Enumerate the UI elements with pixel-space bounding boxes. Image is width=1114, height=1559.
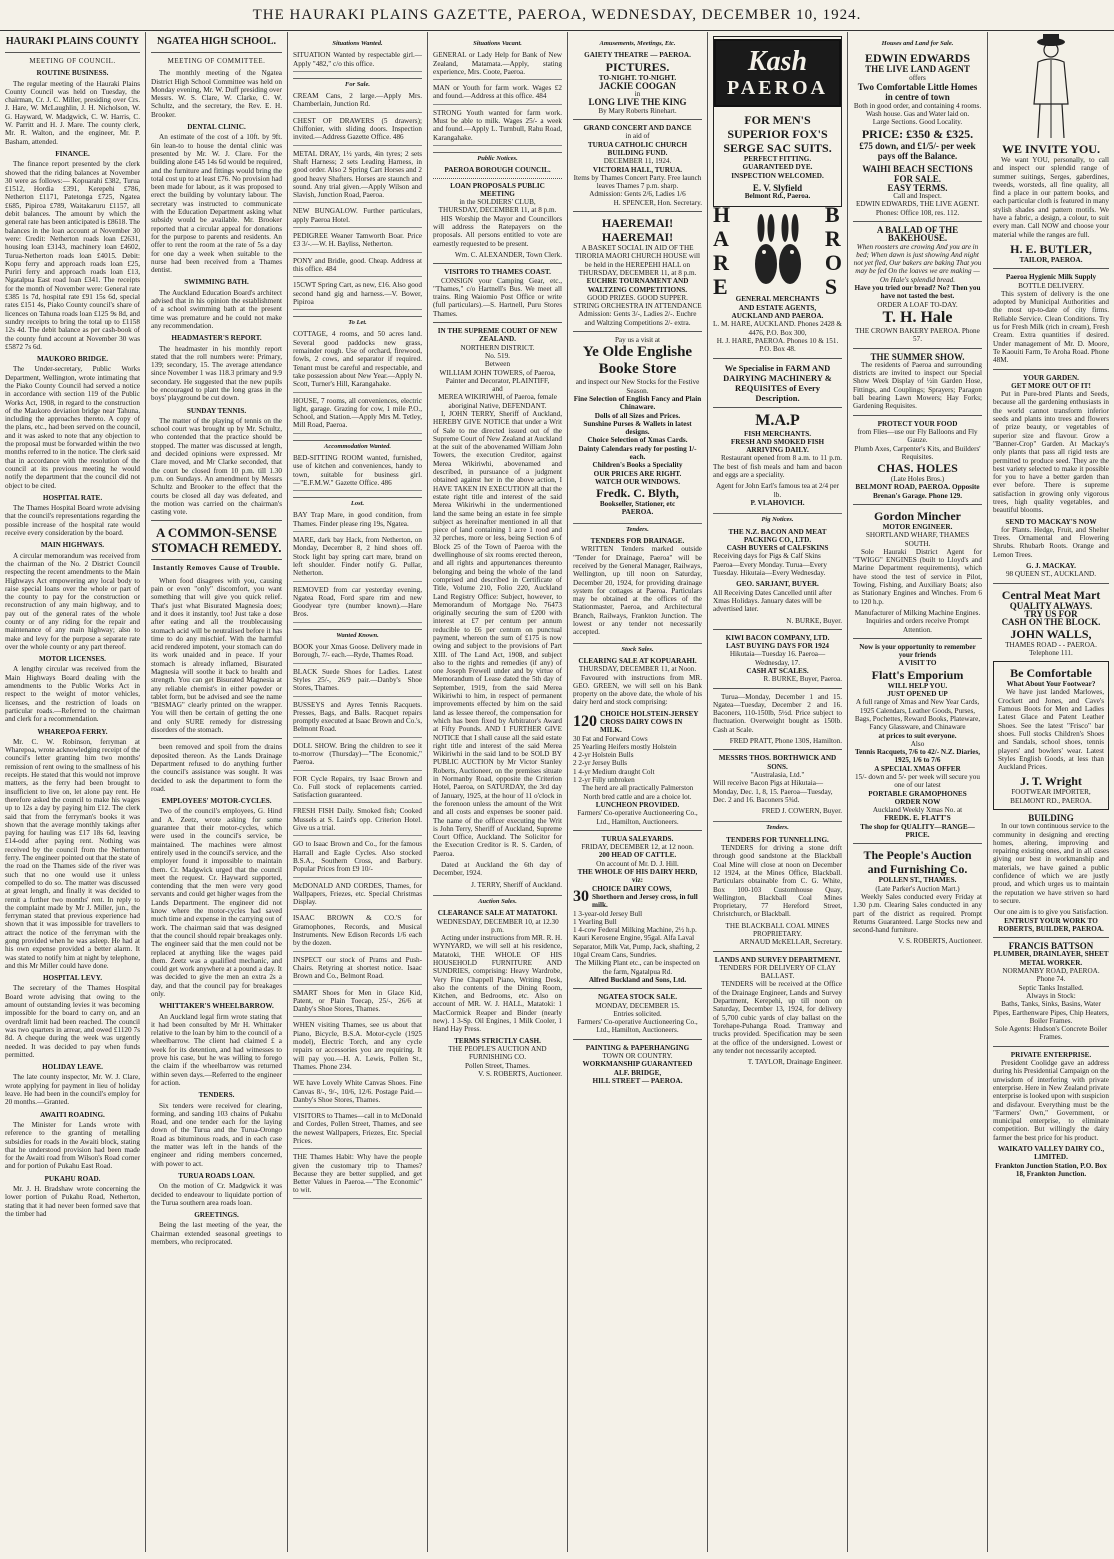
tunnelling-text: TENDERS for driving a stone drift through good sandstone at the Blackball Coal Mine will close at noon on December 12 1924, at the Mines Office, Blackball. Particulars obtainable from C. G. White, Box 100-103 Customhouse Quay, Wellington, Blackball Coal Mines Proprietary, 77 Hereford Street, Christchurch, or Blackball. <box>713 844 842 919</box>
kash-logo: Kash PAEROA <box>714 39 841 107</box>
section-text: The Minister for Lands wrote with reference to the granting of metalling subsidies for roads in the Awaiti block, stating that he understood provision had been made for the Awaiti road from Wilson's Road corner and for portion of Pukahu East Road. <box>5 1120 140 1171</box>
section-title: TURUA ROADS LOAN. <box>178 1171 255 1180</box>
classified-ad: REMOVED from car yesterday evening, Ngatea Road, Ford spare rim and new Goodyear tyre (number known).—Hare Bros. <box>293 586 422 623</box>
classified-ad: BUSSEYS and Ayres Tennis Racquets. Presses, Bags, and Balls. Racquet repairs promptly executed at Isaac Brown and Co.'s, Belmont Road. <box>293 701 422 738</box>
classified-ad: FRESH FISH Daily. Smoked fish; Cooked Mussels at S. Laird's opp. Criterion Hotel. Give us a trial. <box>293 807 422 836</box>
classified-ad: WHEN visiting Thames, see us about that Piano, Bicycle, B.S.A. Motor-cycle (1925 model), Electric Torch, and any cycle repairs or accessories you are requiring. It will pay you.—H. A. Lewis, Pollen St., Thames. Phone 234. <box>293 1021 422 1075</box>
mincher-ad: Gordon Mincher MOTOR ENGINEER. SHORTLAND WHARF, THAMES SOUTH. Sole Hauraki District Agent for "TWIGG" ENGINES (built to Lloyd's and Marine Department requirements), which have stood the test of service in Pilot, Towing, Fishing, and Auxiliary Boats; also as Stationary Engines and Winches. From 6 to 120 h.p. Manufacturer of Milking Machine Engines. Inquiries and orders receive Prompt Attention. <box>853 508 982 634</box>
peoples-auction-ad: The People's Auction and Furnishing Co. POLLEN ST., THAMES. (Late Parker's Auction Mart.) Weekly Sales conducted every Friday at 1.30 p.m. Clearing Sales conducted in any part of the district as required. Prompt Returns Guaranteed. Large Stocks new and second-hand furniture. V. S. ROBERTS, Auctioneer. <box>853 848 982 946</box>
column-council <box>0 32 146 1552</box>
section-text: The Under-secretary, Public Works Department, Wellington, wrote intimating that the Piako County Council had served a notice in accordance with section 119 of the Public Works Act, 1908, in regard to the construction of the Maukoro deviation bridge near Tahuna, including the approaches thereto. A copy of the plans, etc., had been served on the council, and it was asked to note that any objection to the proposal must be forwarded within the two months referred to in the notice. The clerk said that in accordance with the resolution of the council at its previous meeting he would notify the department that the council did not object to be cited. <box>5 365 140 490</box>
masthead: THE HAURAKI PLAINS GAZETTE, PAEROA, WEDNESDAY, DECEMBER 10, 1924. <box>0 0 1114 31</box>
classified-ad: CHEST OF DRAWERS (5 drawers); Chiffonier, with sliding doors. Inspection invited.—Address Gazette Office. 486 <box>293 117 422 146</box>
school-subhead: MEETING OF COMMITTEE. <box>167 57 266 65</box>
protect-ad: PROTECT YOUR FOOD from Flies—use our Fly Balloons and Fly Gauze. Plumb Axes, Carpenter's Kits, and Builders' Requisites. <box>854 419 981 461</box>
column-amusements: Amusements, Meetings, Etc. GAIETY THEATRE — PAEROA. PICTURES. TO-NIGHT. TO-NIGHT. JACKIE COOGAN in LONG LIVE THE KING By Mary Roberts Rinehart. GRAND CONCERT AND DANCE in aid of TURUA CATHOLIC CHURCH BUILDING FUND. DECEMBER 11, 1924. VICTORIA HALL, TURUA. Items by Thames Concert Party. Free launch leaves Thames 7 p.m. sharp. Admission: Gents 2/6, Ladies 1/6 H. SPENCER, Hon. Secretary. HAEREMAI! HAEREMAI! A BASKET SOCIAL IN AID OF THE TIRORIA MAORI CHURCH HOUSE will be held in the HEREPEHI HALL on THURSDAY, DECEMBER 11, at 8 p.m. EUCHRE TOURNAMENT AND WALTZING COMPETITIONS. GOOD PRIZES. GOOD SUPPER. STRING ORCHESTRA IN ATTENDANCE Admission: Gents 3/-, Ladies 2/-. Euchre and Waltzing Competitions 2/- extra. Pay us a visit at Ye Olde Englishe Booke Store and inspect our New Stocks for the Festive Season. Fine Selection of English Fancy and Plain Chinaware. Dolls of all Sizes and Prices. Sunshine Purses & Wallets in latest designs. Choice Selection of Xmas Cards. Dainty Calendars ready for posting 1/- each. Children's Books a Speciality OUR PRICES ARE RIGHT. WATCH OUR WINDOWS. Fredk. C. Blyth, Bookseller, Stationer, etc PAEROA. Tenders. TENDERS FOR DRAINAGE. WRITTEN Tenders marked outside "Tender for Drainage, Paeroa" will be received by the General Manager, Railways, Wellington, up till noon on Saturday, December 20, 1924, for providing drainage system for cottages at Paeroa. Particulars may be obtained at the offices of the Stationmaster, Paeroa, and Architectural Branch, Railways, Frankton Junction. The lowest or any tender not necessarily accepted. Stock Sales. CLEARING SALE AT KOPUARAHI. THURSDAY, DECEMBER 11, at Noon. Favoured with instructions from MR. GEO. GREEN, we will sell on his Bank property on the above date, the whole of his dairy herd and stock comprising: 120 CHOICE HOLSTEIN-JERSEY CROSS DAIRY COWS IN MILK. 30 Fat and Forward Cows 25 Yearling Heifers mostly Holstein 4 2-yr Holstein Bulls 2 2-yr Jersey Bulls 1 4-yr Medium draught Colt 1 2-yr Filly unbroken The herd are all practically Palmerston North bred cattle and are a choice lot. LUNCHEON PROVIDED. Farmers' Co-operative Auctioneering Co., Ltd., Hamilton, Auctioneers. TURUA SALEYARDS. FRIDAY, DECEMBER 12, at 12 noon. 200 HEAD OF CATTLE. On account of Mr. D. J. Hill. THE WHOLE OF HIS DAIRY HERD, viz: 30 CHOICE DAIRY COWS, Shorthorn and Jersey cross, in full milk. 1 3-year-old Jersey Bull 1 Yearling Bull 1 4-cow Federal Milking Machine, 2½ h.p. Kauri Kerosene Engine, 95gal. Alfa Laval Separator, Milk Vat, Pump, Jack, shafting, 2 10gal Cream Cans, Sundries. The Milking Plant etc., can be inspected on the farm, Ngatalpua Rd. Alfred Buckland and Sons, Ltd. NGATEA STOCK SALE. MONDAY, DECEMBER 15. Entries solicited. Farmers' Co-operative Auctioneering Co., Ltd., Hamilton, Auctioneers. PAINTING & PAPERHANGING TOWN OR COUNTRY. WORKMANSHIP GUARANTEED ALF. BRIDGE, HILL STREET — PAEROA. <box>568 32 708 1552</box>
court-text: I, JOHN TERRY, Sheriff of Auckland, HEREBY GIVE NOTICE that under a Writ of Sale to me directed issued out of the Supreme Court of New Zealand at Auckland at the suit of the abovenamed William John Towers, the execution Creditor, against Merea Wikiriwhi, abovenamed and described, in pursuance of a judgment obtained against her in the above action, I HAVE TAKEN IN EXECUTION all that the estate right title and interest of the said Merea Wikiriwhi in the undermentioned land the same being an estate in fee simple subject as hereinafter mentioned in all that piece of land containing 1 acre 1 rood and 32 perches, more or less, being Section 6 of Block 25 of the Town of Paeroa with the dwellinghouse of six rooms erected thereon, and all rights and appurtenances thereunto belonging and being the whole of the land comprised and described in Certificate of Title, Volume 210, Folio 220, Auckland Land Registry Office: Subject, however, to Memorandum of Mortgage No. 76473 originally securing the sum of £200 with interest at £7 per centum per annum reducible to £6 per centum on punctual payment, whereon the sum of £175 is now owing and subject to the provisions of Part XIII. of The Land Act, 1908, and subject also to the rights and remedies (if any) of one Joseph Frewell under and by virtue of Memorandum of Lease dated the 5th day of September, 1919, from the said Merea Wikiriwhi to him, in respect of permanent improvements effected by him on the said land as lessee thereof, the compensation for which has been fixed by Arbitrator's Award at Fifty Pounds. AND I FURTHER GIVE NOTICE that I shall cause all the said estate right title and interest of the said Merea Wikiriwhi in the said land to be SOLD BY PUBLIC AUCTION by Mr Victor Stanley Roberts, Auctioneer, on the premises situate in Normanby Road, opposite the Criterion Hotel, Paeroa, on SATURDAY, the 3rd day of January, 1925, at the hour of 11 o'clock in the forenoon unless the amount of the Writ and all costs and expenses be sooner paid. The name of the officer executing the Writ is John Terry, Sheriff of Auckland, Supreme Court Office, Auckland. The Solicitor for the Execution Creditor is R. S. Carden, of Paeroa. <box>433 409 562 858</box>
battson-ad: FRANCIS BATTSON PLUMBER, DRAINLAYER, SHEET METAL WORKER. NORMANBY ROAD, PAEROA. Phone 74. Septic Tanks Installed. Always in Stock: Baths, Tanks, Sinks, Basins, Water Pipes, Earthenware Pipes, Chip Heaters, Boiler Frames. Sole Agents: Hudson's Concrete Boiler Frames. <box>993 941 1109 1042</box>
hale-bakery-ad: A BALLAD OF THE BAKEHOUSE. When roosters are crowing And you are in bed; When dawn is just showing And night not yet fled, Our bakers are baking That you may be fed On the loaves we are making —On Hale's splendid bread. Have you tried our bread? No? Then you have not tasted the best. ORDER A LOAF TO-DAY. T. H. Hale THE CROWN BAKERY PAEROA. Phone 57. <box>853 224 982 344</box>
list-item: 1 4-yr Medium draught Colt <box>573 767 655 776</box>
classified-ad: 15CWT Spring Cart, as new, £16. Also good second hand gig and harness.—V. Bower, Pipiroa <box>293 281 422 310</box>
wright-footwear-ad: Be Comfortable What About Your Footwear? We have just landed Marlowes, Crockett and Jones, and Cave's Famous Boots for Men and Ladies Latest Glace and Patent Leather Shoes. See the latest "Frisco" bar shoes. Full stocks Children's Shoes and Sandals, school shoes, tennis players' and bowlers' wear. Latest Styles English Goods, at less than Auckland Prices. J. T. Wright FOOTWEAR IMPORTER, BELMONT RD., PAEROA. <box>993 661 1109 810</box>
painting-ad: PAINTING & PAPERHANGING TOWN OR COUNTRY. WORKMANSHIP GUARANTEED ALF. BRIDGE, HILL STREET — PAEROA. <box>582 1043 693 1085</box>
pratt-text: Turua—Monday, December 1 and 15. Ngatea—Tuesday, December 2 and 16. Baconers, 110-150lb, 5½d. Price subject to fluctuation. Overweight bought as 150lb. Cash at Scale. <box>713 692 842 734</box>
col6-tenders-title: Tenders. <box>713 821 842 832</box>
list-item: 1 Yearling Bull <box>573 917 617 926</box>
classified-ad: McDONALD AND CORDES, Thames, for Wallpapers, Friezes, etc. Special Christmas Display. <box>293 882 422 911</box>
classified-ad: MAN or Youth for farm work. Wages £2 and found.—Address at this office. 484 <box>433 84 562 105</box>
specialise-ad: We Specialise in FARM AND DAIRYING MACHINERY & REQUISITES of Every Description. <box>723 362 832 403</box>
holes-ad: CHAS. HOLES (Late Holes Bros.) BELMONT ROAD, PAEROA. Opposite Brenan's Garage. Phone 129. <box>855 461 980 500</box>
section-text: The regular meeting of the Hauraki Plains County Council was held on Tuesday, the chairman, Cr. J. C. Miller, presiding over Crs. J. Hare, W. McLaughlin, J. H. Nicholson, W. G. Hayward, W. Madgwick, C. W. Harris, C. W. Parritt and H. J. Mare. The county clerk, Mr. R. Walton, and the engineer, Mr. P. Basham, attended. <box>5 79 140 146</box>
milk-text: This system of delivery is the one adopted by Municipal Authorities and the most up-to-date of city firms. Reliable Service. Clean Conditions. Try us for Fresh Milk (rich in cream), Fresh Cream. Extra quantities if desired. Under management of Mr. D. Moore, Te Kaouiti Farm, Te Aroha Road. Phone 48M. <box>993 289 1109 365</box>
classified-ad: CREAM Cans, 2 large.—Apply Mrs. Chamberlain, Junction Rd. <box>293 92 422 113</box>
kash-ad: Kash PAEROA FOR MEN'S SUPERIOR FOX'S SERGE SAC SUITS. PERFECT FITTING. GUARANTEED DYE. INSPECTION WELCOMED. E. V. Slyfield Belmont Rd., Paeroa. <box>713 36 842 207</box>
list-item: 25 Yearling Heifers mostly Holstein <box>573 742 677 751</box>
section-text: A circular memorandum was received from the chairman of the No. 2 District Council respecting the recent amendments to the Main Highways Act empowering any local body to raise special loans over the whole or part of the county to pay for the construction or reconstruction of any main highway, and to pay out of the general rates of the whole county or of any riding for the repair and maintenance of any main highway; also to make and levy for the purpose a separate rate over the whole county or any part thereof. <box>5 551 140 651</box>
classified-ad: PEDIGREE Weaner Tamworth Boar. Price £3 3/-.—W. H. Bayliss, Netherton. <box>293 232 422 253</box>
classified-ad: STRONG Youth wanted for farm work. Must be able to milk. Wages 25/- a week and found.—Apply L. Turnbull, Rahu Road, Karangahake. <box>433 109 562 146</box>
classified-ad: GO to Isaac Brown and Co., for the famous Harrall and Eagle Cycles. Also stocked B.S.A., Southern Cross, and Barbury. Popular Prices from £9 10/- <box>293 840 422 877</box>
classified-ad: NEW BUNGALOW. Further particulars, apply Paeroa Hotel. <box>293 207 422 228</box>
stomach-subhead: Instantly Removes Cause of Trouble. <box>152 564 281 573</box>
list-item: 1 2-yr Filly unbroken <box>573 776 635 785</box>
section-text: A lengthy circular was received from the Main Highways Board dealing with the amendments to the Public Works Act in respect to the weight of motor vehicles, licenses, and the restriction of loads on particular roads.—Referred to the chairman and clerk for a recommendation. <box>5 665 140 724</box>
classified-ad: DOLL SHOW. Bring the children to see it to-morrow (Thursday)—"The Economic," Paeroa. <box>293 742 422 771</box>
drainage-text: WRITTEN Tenders marked outside "Tender for Drainage, Paeroa" will be received by the General Manager, Railways, Wellington, up till noon on Saturday, December 20, 1924, for providing drainage system for cottages at Paeroa. Particulars may be obtained at the offices of the Stationmaster, Paeroa, and Architectural Branch, Railways, Frankton Junction. The lowest or any tender not necessarily accepted. <box>573 545 702 637</box>
list-item: 30 Fat and Forward Cows <box>573 734 648 743</box>
amusements-title: Amusements, Meetings, Etc. <box>599 40 676 47</box>
court-notice: IN THE SUPREME COURT OF NEW ZEALAND. NORTHERN DISTRICT. No. 519. Between WILLIAM JOHN TOWERS, of Paeroa, Painter and Decorator, PLAINTIFF, and MEREA WIKIRIWHI, of Paeroa, female aboriginal Native, DEFENDANT. <box>437 327 558 410</box>
section-text: The Thames Hospital Board wrote advising that the council's representations regarding the possible increase of the hospital rate would receive every consideration by the board. <box>5 504 140 538</box>
classified-ad: WE have Lovely White Canvas Shoes. Fine Canvas 8/-, 9/-, 10/6, 12/6. Postage Paid.—Danby's Shoe Stores, Thames. <box>293 1079 422 1108</box>
council-headline: HAURAKI PLAINS COUNTY <box>5 36 140 47</box>
column-trades: WE INVITE YOU. We want YOU, personally, to call and inspect our splendid range of summer suitings, Serges, gaberdines, tweeds, worsteds, all fine quality, all find a place in our pattern books, and each particular cloth is featured in many stylish shades and pattern motifs. We have a fabric, a design, a colour, to suit every man. Call NOW and choose your material while the ranges are full. H. E. BUTLER, TAILOR, PAEROA. Paeroa Hygienic Milk Supply BOTTLE DELIVERY. This system of delivery is the one adopted by Municipal Authorities and the most up-to-date of city firms. Reliable Service. Clean Conditions. Try us for Fresh Milk (rich in cream), Fresh Cream. Extra quantities if desired. Under management of Mr. D. Moore, Te Kaouiti Farm, Te Aroha Road. Phone 48M. YOUR GARDEN. GET MORE OUT OF IT! Put in Pure-bred Plants and Seeds, because all the gardening enthusiasts in the world cannot transform inferior seeds and plants into trees and flowers of prize beauty, or vegetables of superior size and flavour. Grow a "Banner-Crop" Garden. At Mackay's only plants that pass all rigid tests are permitted to produce seed. They are the best variety selected to make it possible for you to have a better garden than ever before. There is supreme satisfaction in growing only vigorous trees, high quality vegetables, and beautiful blooms. SEND TO MACKAY'S NOW for Plants. Hedge, Fruit, and Shelter Trees. Ornamental and Flowering Shrubs. Rhubarb Roots. Orange and Lemon Trees. G. J. MACKAY. 98 QUEEN ST., AUCKLAND. Central Meat Mart QUALITY ALWAYS. TRY US FOR CASH ON THE BLOCK. JOHN WALLS, THAMES ROAD - - PAEROA. Telephone 111. Be Comfortable What About Your Footwear? We have just landed Marlowes, Crockett and Jones, and Cave's Famous Boots for Men and Ladies Latest Glace and Patent Leather Shoes. See the latest "Frisco" bar shoes. Full stocks Children's Shoes and Sandals, school shoes, tennis players' and bowlers' wear. Latest Styles English Goods, at less than Auckland Prices. J. T. Wright FOOTWEAR IMPORTER, BELMONT RD., PAEROA. BUILDING In our town continuous service to the community in designing and erecting homes, altering, improving and repairing existing ones, and in all cases giving our best in workmanship and materials, we have gained a public confidence of which we are justly proud, and which urges us to maintain the reputation we have striven so hard to secure. Our one aim is to give you Satisfaction. ENTRUST YOUR WORK TO ROBERTS, BUILDER, PAEROA. FRANCIS BATTSON PLUMBER, DRAINLAYER, SHEET METAL WORKER. NORMANBY ROAD, PAEROA. Phone 74. Septic Tanks Installed. Always in Stock: Baths, Tanks, Sinks, Basins, Water Pipes, Earthenware Pipes, Chip Heaters, Boiler Frames. Sole Agents: Hudson's Concrete Boiler Frames. PRIVATE ENTERPRISE. President Coolidge gave an address during his Presidential Campaign on the unwisdom of interfering with private enterprise. Here in New Zealand private enterprise is looked upon with suspicion and disfavour. Everything must be the "Farmers' Own," Government, or municipal enterprise, to eliminate competition. But willingly the dairy farmer the best price for his product. WAIKATO VALLEY DAIRY CO., LIMITED. Frankton Junction Station, P.O. Box 18, Frankton Junction. <box>988 32 1114 1552</box>
section-text: Six tenders were received for clearing, forming, and sanding 103 chains of Pukahu Road, and one tender each for the laying down of the Turua and the Turua-Orongo Road as bituminous roads, and in each case the matter was left in the hands of the engineer and riding members concerned, with power to act. <box>151 1101 282 1168</box>
classified-ad: COTTAGE, 4 rooms, and 50 acres land. Several good paddocks new grass, remainder rough. Use of orchard, firewood, fowls, 2 cows, and separator if required. Tenant must be careful and respectable, and take possession about New Year.—Apply N. Scott, Turner's Hill, Karangahake. <box>293 330 422 392</box>
classified-ad: BED-SITTING ROOM wanted, furnished, use of kitchen and conveniences, handy to town, suitable for business girl.—"E.F.M.W." Gazette Office. 486 <box>293 454 422 491</box>
section-text: An Auckland legal firm wrote stating that it had been consulted by Mr H. Whittaker relative to the loan by him to the council of a wheelbarrow. The client had claimed £ a week for its detention, and had witnesses to prove his case, but he was willing to forego the claim if the wheelbarrow was returned within seven days.—Referred to the engineer for action. <box>151 1012 282 1087</box>
classified-ad: HOUSE, 7 rooms, all conveniences, electric light, garage. Grazing for cow, 1 mile P.O., School, and Station.—Apply Mrs M. Tetley, Mill Road, Paeroa. <box>293 397 422 434</box>
classified-ad: METAL DRAY, 1½ yards, 4in tyres; 2 sets Shaft Harness; 2 sets Leading Harness, in good order. Also 2 Spring Cart Horses and 2 good heavy Shafters. Horses are staunch and sound. Any trial given.—Apply Wilson and Slavish, Junction Road, Paeroa. <box>293 150 422 204</box>
column-merchants: Kash PAEROA FOR MEN'S SUPERIOR FOX'S SERGE SAC SUITS. PERFECT FITTING. GUARANTEED DYE. INSPECTION WELCOMED. E. V. Slyfield Belmont Rd., Paeroa. H A R E B R O S GENERAL MERCHANTS AND ESTATE AGENTS, AUCKLAND AND PAEROA. L. M. HARE, AUCKLAND. Phones 2428 & 4476, P.O. Box 300, H. J. HARE, PAEROA. Phones 10 & 151. P.O. Box 48. We Specialise in FARM AND DAIRYING MACHINERY & REQUISITES of Every Description. M.A.P FISH MERCHANTS. FRESH AND SMOKED FISH ARRIVING DAILY. Restaurant opened from 8 a.m. to 11 p.m. The best of fish meals and ham and bacon and eggs are a speciality. Agent for John Earl's famous tea at 2/4 per lb. P. VLAHOVICH. Pig Notices. THE N.Z. BACON AND MEAT PACKING CO., LTD. CASH BUYERS of CALFSKINS Receiving days for Pigs & Calf Skins Paeroa—Every Monday. Turua—Every Tuesday. Hikutaia—Every Wednesday. GEO. SARJANT, BUYER. All Receiving Dates Cancelled until after Xmas Holidays. January dates will be advertised later. N. BURKE, Buyer. KIWI BACON COMPANY, LTD. LAST BUYING DAYS FOR 1924 Hikutaia—Tuesday 16. Paeroa—Wednesday, 17. CASH AT SCALES. R. BURKE, Buyer, Paeroa. Turua—Monday, December 1 and 15. Ngatea—Tuesday, December 2 and 16. Baconers, 110-150lb, 5½d. Price subject to fluctuation. Overweight bought as 150lb. Cash at Scale. FRED PRATT, Phone 130S, Hamilton. MESSRS THOS. BORTHWICK AND SONS. "Australasia, Ltd." Will receive Bacon Pigs at Hikutaia—Monday, Dec. 1, 8, 15. Paeroa—Tuesday, Dec. 2 and 16. Baconers 5¾d. FRED J. COWERN, Buyer. Tenders. TENDERS FOR TUNNELLING. TENDERS for driving a stone drift through good sandstone at the Blackball Coal Mine will close at noon on December 12 1924, at the Mines Office, Blackball. Particulars obtainable from C. G. White, Box 100-103 Customhouse Quay, Wellington, Blackball Coal Mines Proprietary, 77 Hereford Street, Christchurch, or Blackball. THE BLACKBALL COAL MINES PROPRIETARY. ARNAUD McKELLAR, Secretary. LANDS AND SURVEY DEPARTMENT. TENDERS FOR DELIVERY OF CLAY BALLAST. TENDERS will be received at the Office of the Drainage Engineer, Lands and Survey Department, Kerepehi, up till noon on Saturday, December 13, 1924, for delivery of 5,700 cubic yards of clay ballast on the Torehape-Puhanga Road. Tramway and trucks provided. Specification may be seen at the office of the undersigned. Lowest or any tender not necessarily accepted. T. TAYLOR, Drainage Engineer. <box>708 32 848 1552</box>
haeremai-ad: HAEREMAI! HAEREMAI! A BASKET SOCIAL IN AID OF THE TIRORIA MAORI CHURCH HOUSE will be held in the HEREPEHI HALL on THURSDAY, DECEMBER 11, at 8 p.m. EUCHRE TOURNAMENT AND WALTZING COMPETITIONS. GOOD PRIZES. GOOD SUPPER. STRING ORCHESTRA IN ATTENDANCE Admission: Gents 3/-, Ladies 2/-. Euchre and Waltzing Competitions 2/- extra. <box>573 216 702 327</box>
edwin-edwards-ad: EDWIN EDWARDS THE LIVE LAND AGENT offers Two Comfortable Little Homes in centre of town Both in good order, and containing 4 rooms. Wash house. Gas and Water laid on. Large Sections. Good Locality. PRICE: £350 & £325. £75 down, and £1/5/- per week pays off the Balance. WAIHI BEACH SECTIONS FOR SALE. EASY TERMS. Call and Inspect. EDWIN EDWARDS, THE LIVE AGENT. Phones: Office 108, res. 112. <box>853 51 982 217</box>
list-item: 2 2-yr Jersey Bulls <box>573 759 628 768</box>
list-item: 4 2-yr Holstein Bulls <box>573 751 634 760</box>
meat-mart-ad: Central Meat Mart QUALITY ALWAYS. TRY US FOR CASH ON THE BLOCK. JOHN WALLS, THAMES ROAD - - PAEROA. Telephone 111. <box>1001 587 1101 657</box>
list-item: 1 4-cow Federal Milking Machine, 2½ h.p. Kauri Kerosene Engine, 95gal. Alfa Laval Separator, Milk Vat, Pump, Jack, shafting, 2 10gal Cream Cans, Sundries. <box>573 926 700 960</box>
visitors-text: CONSIGN your Camping Gear, etc., "Thames," c/o Hartnell's Bus. We meet all trains. Ring Waiomio Post Office or write (full particulars).—S. Hartnell, Puru Stores Thames. <box>433 276 562 318</box>
section-title: AWAITI ROADING. <box>40 1110 105 1119</box>
section-title: MAIN HIGHWAYS. <box>40 541 105 550</box>
section-text: An estimate of the cost of a 10ft. by 9ft. 6in lean-to to house the dental clinic was presented by Mr. W. J. Clare. For the building alone £45 14s 6d would be required, and the furniture and fittings would bring the total cost up to at least £76. No provision had been made for labour, as it was proposed to erect the building by voluntary labour. The secretary was instructed to communicate with the Education Department asking what subsidy would be available. Mr. Brooker reported that a circular appeal for donations for the purpose to parents and residents. An offer to rent the room at the rate of 5s a day for one day a week when suitable to the nurse had been received from a Thames dentist. <box>151 133 282 275</box>
section-title: WHAREPOA FERRY. <box>37 727 108 736</box>
lost-title: Lost. <box>293 497 422 508</box>
classified-ad: SMART Shoes for Men in Glace Kid, Patent, or Plain Toecap, 25/-, 26/6 at Danby's Shoe Stores, Thames. <box>293 989 422 1018</box>
section-title: HOSPITAL RATE. <box>42 493 103 502</box>
to-let-title: To Let. <box>293 316 422 327</box>
section-text: Mr. J. H. Bradshaw wrote concerning the lower portion of Pukahu Road, Netherton, stating that it had never been formed save that the timber had <box>5 1185 140 1218</box>
garden-text: Put in Pure-bred Plants and Seeds, because all the gardening enthusiasts in the world cannot transform inferior seeds and plants into trees and flowers of prize beauty, or vegetables of superior size and flavour. Grow a "Banner-Crop" Garden. At Mackay's only plants that pass all rigid tests are permitted to produce seed. They are the best variety selected to make it possible for you to have a better garden than ever before. There is supreme satisfaction in growing only vigorous trees, high quality vegetables, and beautiful blooms. <box>993 390 1109 515</box>
classified-ad: BLACK Suede Shoes for Ladies. Latest Styles 25/-, 26/9 pair.—Danby's Shoe Stores, Thames. <box>293 668 422 697</box>
section-text: The headmaster in his monthly report stated that the roll numbers were: Primary, 139; secondary, 15. The average attendance since November 1 was 118.3 primary and 9.9 secondary. He suggested that the new pupils be encouraged to plant the long grass in the boys' playground be cut down. <box>151 344 282 403</box>
section-text: The finance report presented by the clerk showed that the riding balances at November 30 were as follows:— Kopuarahi £382, Turua £1512, Hordia £391, Kerepehi £786, Netherton £1171, Patetonga £725, Ngatea £685, Pipiroa £789, Waitakaruru £1157, all debit balances. The amount by which the general rate has been anticipated is £8618. The balances in the loan account at November 30 were: Credit: Netherton roads loan £2631, housing loan £3143, machinery loan £4602, Turua-Netherton roads loan £4015. Debit: Kopu ferry and approach roads loan £25, Puriri ferry and approach roads loan £13, Ngatalpua East road loan £341. The receipts for the month of November were: General rate £385 1s 7d, hospital rate £91 15s 6d, special rates £151 4s, Piako County council's share of licences on Tahuna roads loan £125 9s 8d, and sundry receipts to bring the total up to £1158 12s 4d. The debit balance as per cash-book of the county fund account at November 30 was £5872 7s 6d. <box>5 160 140 351</box>
auction-title: Auction Sales. <box>433 895 562 906</box>
section-title: FINANCE. <box>55 149 90 158</box>
section-title: PUKAHU ROAD. <box>44 1174 101 1183</box>
clearance-sale: CLEARANCE SALE AT MATATOKI. WEDNESDAY, DECEMBER 10, at 12.30 p.m. Acting under instructions from MR. R. H. WYNYARD, we will sell at his residence, Matatoki, THE WHOLE OF HIS HOUSEHOLD FURNITURE AND SUNDRIES, comprising: Heavy Wardrobe, Very Fine Chappell Piano, Writing Desk, also the contents of the Dining Room, Kitchen, and Bedrooms, etc. Also on account of MR. W. J. HALL, Matatoki: 1 MacCormick Reaper and Binder (nearly new). 1 3-Sp. Oil Engines, 1 Milk Cooler, 1 Hand Hay Press. TERMS STRICTLY CASH. THE PEOPLE'S AUCTION AND FURNISHING CO. Pollen Street, Thames. V. S. ROBERTS, Auctioneer. <box>433 909 562 1078</box>
classified-ad: SITUATION Wanted by respectable girl.—Apply "482," c/o this office. <box>293 51 422 72</box>
visitors-title: VISITORS TO THAMES COAST. <box>444 268 551 277</box>
school-headline: NGATEA HIGH SCHOOL. <box>156 36 276 47</box>
private-enterprise-text: President Coolidge gave an address during his Presidential Campaign on the unwisdom of interfering with private enterprise. Here in New Zealand private enterprise is looked upon with suspicion and disfavour. Everything must be the "Farmers' Own," Government, or municipal enterprise, to eliminate competition. But willingly the dairy farmer the best price for his product. <box>993 1059 1109 1142</box>
classified-ad: VISITORS to Thames—call in to McDonald and Cordes, Pollen Street, Thames, and see the newest Wallpapers, Friezes, Etc. Special Prices. <box>293 1112 422 1149</box>
column-notices: Situations Vacant. GENERAL or Lady Help for Bank of New Zealand, Matamata.—Apply, stating experience, Mrs. Coote, Paeroa. MAN or Youth for farm work. Wages £2 and found.—Address at this office. 484 STRONG Youth wanted for farm work. Must be able to milk. Wages 25/- a week and found.—Apply L. Turnbull, Rahu Road, Karangahake. Public Notices. PAEROA BOROUGH COUNCIL. LOAN PROPOSALS PUBLIC MEETING in the SOLDIERS' CLUB, THURSDAY, DECEMBER 11, at 8 p.m. HIS Worship the Mayor and Councillors will address the Ratepayers on the proposals. All persons entitled to vote are earnestly requested to be present. Wm. C. ALEXANDER, Town Clerk. VISITORS TO THAMES COAST. CONSIGN your Camping Gear, etc., "Thames," c/o Hartnell's Bus. We meet all trains. Ring Waiomio Post Office or write (full particulars).—S. Hartnell, Puru Stores Thames. IN THE SUPREME COURT OF NEW ZEALAND. NORTHERN DISTRICT. No. 519. Between WILLIAM JOHN TOWERS, of Paeroa, Painter and Decorator, PLAINTIFF, and MEREA WIKIRIWHI, of Paeroa, female aboriginal Native, DEFENDANT. I, JOHN TERRY, Sheriff of Auckland, HEREBY GIVE NOTICE that under a Writ of Sale to me directed issued out of the Supreme Court of New Zealand at Auckland at the suit of the abovenamed William John Towers, the execution Creditor, against Merea Wikiriwhi, abovenamed and described, in pursuance of a judgment obtained against her in the above action, I HAVE TAKEN IN EXECUTION all that the estate right title and interest of the said Merea Wikiriwhi in the undermentioned land the same being an estate in fee simple subject as hereinafter mentioned in all that piece of land containing 1 acre 1 rood and 32 perches, more or less, being Section 6 of Block 25 of the Town of Paeroa with the dwellinghouse of six rooms erected thereon, and all rights and appurtenances thereunto belonging and being the whole of the land comprised and described in Certificate of Title, Volume 210, Folio 220, Auckland Land Registry Office: Subject, however, to Memorandum of Mortgage No. 76473 originally securing the sum of £200 with interest at £7 per centum per annum reducible to £6 per centum on punctual payment, whereon the sum of £175 is now owing and subject to the provisions of Part XIII. of The Land Act, 1908, and subject also to the rights and remedies (if any) of one Joseph Frewell under and by virtue of Memorandum of Lease dated the 5th day of September, 1919, from the said Merea Wikiriwhi to him, in respect of permanent improvements effected by him on the said land as lessee thereof, the compensation for which has been fixed by Arbitrator's Award at Fifty Pounds. AND I FURTHER GIVE NOTICE that I shall cause all the said estate right title and interest of the said Merea Wikiriwhi in the said land to be SOLD BY PUBLIC AUCTION by Mr Victor Stanley Roberts, Auctioneer, on the premises situate in Normanby Road, opposite the Criterion Hotel, Paeroa, on SATURDAY, the 3rd day of January, 1925, at the hour of 11 o'clock in the forenoon unless the amount of the Writ and all costs and expenses be sooner paid. The name of the officer executing the Writ is John Terry, Sheriff of Auckland, Supreme Court Office, Auckland. The Solicitor for the Execution Creditor is R. S. Carden, of Paeroa. Dated at Auckland the 6th day of December, 1924. J. TERRY, Sheriff of Auckland. Auction Sales. CLEARANCE SALE AT MATATOKI. WEDNESDAY, DECEMBER 10, at 12.30 p.m. Acting under instructions from MR. R. H. WYNYARD, we will sell at his residence, Matatoki, THE WHOLE OF HIS HOUSEHOLD FURNITURE AND SUNDRIES, comprising: Heavy Wardrobe, Very Fine Chappell Piano, Writing Desk, also the contents of the Dining Room, Kitchen, and Bedrooms, etc. Also on account of MR. W. J. HALL, Matatoki: 1 MacCormick Reaper and Binder (nearly new). 1 3-Sp. Oil Engines, 1 Milk Cooler, 1 Hand Hay Press. TERMS STRICTLY CASH. THE PEOPLE'S AUCTION AND FURNISHING CO. Pollen Street, Thames. V. S. ROBERTS, Auctioneer. <box>428 32 568 1552</box>
gaiety-ad: GAIETY THEATRE — PAEROA. PICTURES. TO-NIGHT. TO-NIGHT. JACKIE COOGAN in LONG LIVE THE KING By Mary Roberts Rinehart. <box>584 51 691 115</box>
flatt-emporium-ad: Now is your opportunity to remember your friends A VISIT TO Flatt's Emporium WILL HELP YOU. JUST OPENED UP A full range of Xmas and New Year Cards, 1925 Calendars, Leather Goods, Purses, Bags, Pochettes, Reward Books, Plateware, Fancy Glassware, and Chinaware at prices to suit everyone. Also Tennis Racquets, 7/6 to 42/- N.Z. Diaries, 1925, 1/6 to 7/6 A SPECIAL XMAS OFFER 15/- down and 5/- per week will secure you one of our latest PORTABLE GRAMOPHONES ORDER NOW Auckland Weekly Xmas No. at FREDK. E. FLATT'S The shop for QUALITY—RANGE—PRICE. <box>854 642 981 840</box>
tenders-title: Tenders. <box>573 523 702 534</box>
section-title: DENTAL CLINIC. <box>187 123 246 132</box>
section-title: SUNDAY TENNIS. <box>186 406 247 415</box>
section-title: ROUTINE BUSINESS. <box>36 69 109 78</box>
classified-ad: INSPECT our stock of Prams and Push-Chairs. Retyring at shortest notice. Isaac Brown and Co., Belmont Road. <box>293 956 422 985</box>
section-text: The matter of the playing of tennis on the school court was brought up by Mr. Schultz, who contended that the practice should be stopped. The matter was discussed at length, and decided opinions were expressed. Mr Clare moved, and Mr Clarke seconded, that the court be closed from 10 p.m. till 1.30 p.m. on Sundays. An amendment by Messrs Schultz and Brooker to the effect that the courts be closed all day was defeated, and the motion was carried on the chairman's casting vote. <box>151 416 282 517</box>
classified-ad: GENERAL or Lady Help for Bank of New Zealand, Matamata.—Apply, stating experience, Mrs. Coote, Paeroa. <box>433 51 562 80</box>
stock-sales-title: Stock Sales. <box>573 643 702 654</box>
classified-ad: FOR Cycle Repairs, try Isaac Brown and Co. Full stock of replacements carried. Satisfaction guaranteed. <box>293 775 422 804</box>
section-text: been removed and spoil from the drains deposited thereon. As the Lands Drainage Department refused to do anything further the council's assistance was sought. It was decided to ask the department to form the road. <box>151 743 282 793</box>
section-text: Mr. C. W. Robinson, ferryman at Wharepoa, wrote acknowledging receipt of the council's letter granting him two months' remission of rent owing to the smallness of his receipts. He stated that this would not improve matters, as the ferry had been brought to insufficient to live on, let alone pay rent. He therefore asked the council to make his wages up to 12s a day by paying him £12. The clerk said that from the ferryman's books it was shown that the average monthly takings after paying for hauling was £17 18s 6d, leaving £14-odd after paying rent. Nothing was received by the council from the Netherton ferry. The engineer pointed out that the state of the road on the Thames side of the river was such that no one would use it unless compelled to do so. The matter was discussed at great length, and finally it was decided to remit a further two months' rent. In reply to the complaint made by Mr J. Miller, jun., the ferryman stated that previous experience had shown that it was impossible for travellers to attract the notice of the ferryman with the gong provided when he was asleep. He had at his own expense provided a better alarm. It was stated to notify him at night by telephone, and this Mr Miller could have done. <box>5 737 140 970</box>
list-item: 1 3-year-old Jersey Bull <box>573 909 643 918</box>
council-subhead: MEETING OF COUNCIL. <box>29 57 116 65</box>
houses-title: Houses and Land for Sale. <box>881 40 954 47</box>
column-agents: Houses and Land for Sale. EDWIN EDWARDS THE LIVE LAND AGENT offers Two Comfortable Little Homes in centre of town Both in good order, and containing 4 rooms. Wash house. Gas and Water laid on. Large Sections. Good Locality. PRICE: £350 & £325. £75 down, and £1/5/- per week pays off the Balance. WAIHI BEACH SECTIONS FOR SALE. EASY TERMS. Call and Inspect. EDWIN EDWARDS, THE LIVE AGENT. Phones: Office 108, res. 112. A BALLAD OF THE BAKEHOUSE. When roosters are crowing And you are in bed; When dawn is just showing And night not yet fled, Our bakers are baking That you may be fed On the loaves we are making —On Hale's splendid bread. Have you tried our bread? No? Then you have not tasted the best. ORDER A LOAF TO-DAY. T. H. Hale THE CROWN BAKERY PAEROA. Phone 57. THE SUMMER SHOW. The residents of Paeroa and surrounding districts are invited to inspect our Special Show Week Display of ½in Garden Hose, Fittings, and Couplings; Sprayers; Paragon ball bearing Lawn Mowers; Hay Forks; Gardening Requisites. PROTECT YOUR FOOD from Flies—use our Fly Balloons and Fly Gauze. Plumb Axes, Carpenter's Kits, and Builders' Requisites. CHAS. HOLES (Late Holes Bros.) BELMONT ROAD, PAEROA. Opposite Brenan's Garage. Phone 129. Gordon Mincher MOTOR ENGINEER. SHORTLAND WHARF, THAMES SOUTH. Sole Hauraki District Agent for "TWIGG" ENGINES (built to Lloyd's and Marine Department requirements), which have stood the test of service in Pilot, Towing, Fishing, and Auxiliary Boats; also as Stationary Engines and Winches. From 6 to 120 h.p. Manufacturer of Milking Machine Engines. Inquiries and orders receive Prompt Attention. Now is your opportunity to remember your friends A VISIT TO Flatt's Emporium WILL HELP YOU. JUST OPENED UP A full range of Xmas and New Year Cards, 1925 Calendars, Leather Goods, Purses, Bags, Pochettes, Reward Books, Plateware, Fancy Glassware, and Chinaware at prices to suit everyone. Also Tennis Racquets, 7/6 to 42/- N.Z. Diaries, 1925, 1/6 to 7/6 A SPECIAL XMAS OFFER 15/- down and 5/- per week will secure you one of our latest PORTABLE GRAMOPHONES ORDER NOW Auckland Weekly Xmas No. at FREDK. E. FLATT'S The shop for QUALITY—RANGE—PRICE. The People's Auction and Furnishing Co. POLLEN ST., THAMES. (Late Parker's Auction Mart.) Weekly Sales conducted every Friday at 1.30 p.m. Clearing Sales conducted in any part of the district as required. Prompt Returns Guaranteed. Large Stocks new and second-hand furniture. V. S. ROBERTS, Auctioneer. <box>848 32 988 1552</box>
column-school <box>146 32 288 1552</box>
column-classifieds <box>288 32 428 1552</box>
section-text: The Auckland Education Board's architect advised that in his opinion the establishment of a school swimming bath at the present time was premature and he could not make any recommendation. <box>151 288 282 330</box>
section-title: HOLIDAY LEAVE. <box>42 1063 103 1072</box>
stomach-text: When food disagrees with you, causing pain or even "only" discomfort, you want something that will give you quick relief. That's just what Bisurated Magnesia does; and it does it instantly, too! Just take a dose after eating and all the troublecausing stomach acid will be neutralised before it has time to do any mischief. With the harmful acid rendered impotent, your stomach can do its work unaided and in peace. If your stomach is already inflamed, Bisurated Magnesia will soothe it back to health and strength. You can get Bisurated Magnesia at any reliable chemist's in either powder or tablet form, but be advised and see the name "BISMAG" clearly printed on the wrapper. You will then be certain of getting the one and only SURE remedy for distressing disorders of the stomach. <box>151 576 282 735</box>
for-sale-title: For Sale. <box>293 78 422 89</box>
classified-ad: BAY Trap Mare, in good condition, from Thames. Finder please ring 19s, Ngatea. <box>293 511 422 532</box>
turua-sale: TURUA SALEYARDS. FRIDAY, DECEMBER 12, at 12 noon. 200 HEAD OF CATTLE. On account of Mr. D. J. Hill. THE WHOLE OF HIS DAIRY HERD, viz: 30 CHOICE DAIRY COWS, Shorthorn and Jersey cross, in full milk. 1 3-year-old Jersey Bull 1 Yearling Bull 1 4-cow Federal Milking Machine, 2½ h.p. Kauri Kerosene Engine, 95gal. Alfa Laval Separator, Milk Vat, Pump, Jack, shafting, 2 10gal Cream Cans, Sundries. The Milking Plant etc., can be inspected on the farm, Ngatalpua Rd. Alfred Buckland and Sons, Ltd. <box>573 835 702 984</box>
situations-wanted-title: Situations Wanted. <box>332 40 383 47</box>
section-title: HOSPITAL LEVY. <box>42 974 103 983</box>
building-ad: BUILDING In our town continuous service to the community in designing and erecting homes, altering, improving and repairing existing ones, and in all cases giving our best in workmanship and materials, we have gained a public confidence of which we are justly proud, and which urges us to maintain the reputation we have striven so hard to secure. Our one aim is to give you Satisfaction. ENTRUST YOUR WORK TO ROBERTS, BUILDER, PAEROA. <box>993 813 1109 933</box>
butler-ad: WE INVITE YOU. We want YOU, personally, to call and inspect our splendid range of summer suitings, Serges, gaberdines, tweeds, worsteds, all fine quality, all find a place in our pattern books, and each particular cloth is featured in many stylish shades and pattern motifs. We have a fabric, a design, a colour, to suit every man. Call NOW and choose your material while the ranges are full. H. E. BUTLER, TAILOR, PAEROA. <box>993 32 1109 264</box>
classified-ad: ISAAC BROWN & CO.'S for Gramophones, Records, and Musical Instruments. New Edison Records 1/6 each by the dozen. <box>293 914 422 951</box>
borough-notice: PAEROA BOROUGH COUNCIL. LOAN PROPOSALS PUBLIC MEETING in the SOLDIERS' CLUB, THURSDAY, DECEMBER 11, at 8 p.m. HIS Worship the Mayor and Councillors will address the Ratepayers on the proposals. All persons entitled to vote are earnestly requested to be present. Wm. C. ALEXANDER, Town Clerk. <box>433 166 562 259</box>
wanted-known-title: Wanted Known. <box>293 629 422 640</box>
booke-store-ad: Pay us a visit at Ye Olde Englishe Booke Store and inspect our New Stocks for the Festive Season. Fine Selection of English Fancy and Plain Chinaware. Dolls of all Sizes and Prices. Sunshine Purses & Wallets in latest designs. Choice Selection of Xmas Cards. Dainty Calendars ready for posting 1/- each. Children's Books a Speciality OUR PRICES ARE RIGHT. WATCH OUR WINDOWS. Fredk. C. Blyth, Bookseller, Stationer, etc PAEROA. <box>573 336 702 517</box>
section-text: Two of the council's employees, G. Hind and A. Zeetz, wrote asking for some guarantee that their motor-cycles, which were used in the council's service, be maintained. The machines were almost entirely used in the council's service, and the employer found it impossible to maintain them. Cr. Madgwick urged that the council meet the request. Cr. Hayward supported, contending that the men were very good servants and could get higher wages from the Lands Department. The engineer did not know where the motor-cycles had saved much time and expense in the carrying out of work. The chairman said that was designed that the council should repair breakages only. The engineer said that the men could not be replaced at anything like the wages paid them. Zeetz was a qualified mechanic, and could get work anywhere at a pound a day. It was decided to give the men an extra 2s a day, and that the council pay for breakages only. <box>151 807 282 998</box>
section-title: HEADMASTER'S REPORT. <box>171 334 262 343</box>
classified-ad: MARE, dark bay Hack, from Netherton, on Monday, December 8, 2 hind shoes off. Stock light bay spring cart mare, brand on left shoulder. Finder notify G. Pullar, Netherton. <box>293 536 422 581</box>
school-intro: The monthly meeting of the Ngatea District High School Committee was held on Monday evening, Mr. W. Duff presiding over Messrs. W. S. Clare, W. Clarke, C. W. Schultz, and the secretary, the Rev. E. H. Brooker. <box>151 69 282 119</box>
classified-ad: THE Thames Habit: Why have the people given the customary trip to Thames? Because they are better supplied, and get Better Values in Paeroa.—"The Economic" to wit. <box>293 1153 422 1198</box>
map-fish-ad: M.A.P FISH MERCHANTS. FRESH AND SMOKED FISH ARRIVING DAILY. Restaurant opened from 8 a.m. to 11 p.m. The best of fish meals and ham and bacon and eggs are a speciality. Agent for John Earl's famous tea at 2/4 per lb. P. VLAHOVICH. <box>713 411 842 507</box>
pig-notices-title: Pig Notices. <box>713 513 842 524</box>
kopuarahi-sale: CLEARING SALE AT KOPUARAHI. THURSDAY, DECEMBER 11, at Noon. Favoured with instructions from MR. GEO. GREEN, we will sell on his Bank property on the above date, the whole of his dairy herd and stock comprising: 120 CHOICE HOLSTEIN-JERSEY CROSS DAIRY COWS IN MILK. 30 Fat and Forward Cows 25 Yearling Heifers mostly Holstein 4 2-yr Holstein Bulls 2 2-yr Jersey Bulls 1 4-yr Medium draught Colt 1 2-yr Filly unbroken The herd are all practically Palmerston North bred cattle and are a choice lot. LUNCHEON PROVIDED. Farmers' Co-operative Auctioneering Co., Ltd., Hamilton, Auctioneers. <box>573 656 702 826</box>
kiwi-bacon-ad: KIWI BACON COMPANY, LTD. LAST BUYING DAYS FOR 1924 Hikutaia—Tuesday 16. Paeroa—Wednesday, 17. CASH AT SCALES. R. BURKE, Buyer, Paeroa. <box>725 633 842 684</box>
public-notices-title: Public Notices. <box>433 152 562 163</box>
classified-ad: BOOK your Xmas Goose. Delivery made in Borough, 7/- each.—Ryde, Thames Road. <box>293 643 422 664</box>
vacant-title: Situations Vacant. <box>473 40 522 47</box>
tailor-figure-icon <box>1016 32 1086 142</box>
rabbits-icon <box>748 212 808 290</box>
section-title: WHITTAKER'S WHEELBARROW. <box>159 1002 274 1011</box>
section-title: EMPLOYEES' MOTOR-CYCLES. <box>161 797 272 806</box>
lands-text: TENDERS will be received at the Office of the Drainage Engineer, Lands and Survey Department, Kerepehi, up till noon on Saturday, December 13, 1924, for delivery of 5,700 cubic yards of clay ballast on the Torehape-Puhanga Road. Tramway and trucks provided. Specification may be seen at the office of the undersigned. Lowest or any tender not necessarily accepted. <box>713 980 842 1055</box>
section-title: MAUKORO BRIDGE. <box>36 355 109 364</box>
section-title: MOTOR LICENSES. <box>39 655 106 664</box>
accommodation-title: Accommodation Wanted. <box>293 440 422 451</box>
hare-bros-ad: H A R E B R O S GENERAL MERCHANTS AND ESTATE AGENTS, AUCKLAND AND PAEROA. L. M. HARE, AUCKLAND. Phones 2428 & 4476, P.O. Box 300, H. J. HARE, PAEROA. Phones 10 & 151. P.O. Box 48. <box>713 202 842 354</box>
borthwick-ad: MESSRS THOS. BORTHWICK AND SONS. "Australasia, Ltd." Will receive Bacon Pigs at Hikutaia—Monday, Dec. 1, 8, 15. Paeroa—Tuesday, Dec. 2 and 16. Baconers 5¾d. FRED J. COWERN, Buyer. <box>713 754 842 816</box>
concert-ad: GRAND CONCERT AND DANCE in aid of TURUA CATHOLIC CHURCH BUILDING FUND. DECEMBER 11, 1924. VICTORIA HALL, TURUA. Items by Thames Concert Party. Free launch leaves Thames 7 p.m. sharp. Admission: Gents 2/6, Ladies 1/6 H. SPENCER, Hon. Secretary. <box>573 124 702 207</box>
ngatea-sale: NGATEA STOCK SALE. MONDAY, DECEMBER 15. Entries solicited. Farmers' Co-operative Auctioneering Co., Ltd., Hamilton, Auctioneers. <box>577 993 698 1035</box>
stomach-headline: A COMMON-SENSE STOMACH REMEDY. <box>151 525 282 556</box>
section-text: Being the last meeting of the year, the Chairman extended seasonal greetings to members, who reciprocated. <box>151 1221 282 1246</box>
section-title: SWIMMING BATH. <box>184 278 249 287</box>
classified-ad: PONY and Bridle, good. Cheap. Address at this office. 484 <box>293 257 422 278</box>
section-title: GREETINGS. <box>194 1211 239 1220</box>
section-text: On the motion of Cr. Madgwick it was decided to endeavour to liquidate portion of the Turua southern area roads loan. <box>151 1182 282 1207</box>
section-title: TENDERS. <box>198 1091 235 1100</box>
section-text: The secretary of the Thames Hospital Board wrote advising that owing to the amount of outstanding levies it was becoming impossible for the board to carry on, and an overdraft limit had been reached. The council was two quarters in arrear, and owed £1120 7s 8d. A cheque during the week was urgently needed. It was decided to pay when funds permitted. <box>5 984 140 1059</box>
nz-bacon-ad: THE N.Z. BACON AND MEAT PACKING CO., LTD. CASH BUYERS of CALFSKINS Receiving days for Pigs & Calf Skins Paeroa—Every Monday. Turua—Every Tuesday. Hikutaia—Every Wednesday. GEO. SARJANT, BUYER. All Receiving Dates Cancelled until after Xmas Holidays. January dates will be advertised later. N. BURKE, Buyer. <box>713 527 842 625</box>
summer-show-text: The residents of Paeroa and surrounding districts are invited to inspect our Special Show Week Display of ½in Garden Hose, Fittings, and Couplings; Sprayers; Paragon ball bearing Lawn Mowers; Hay Forks; Gardening Requisites. <box>853 360 982 411</box>
section-text: The late county inspector, Mr. W. J. Clare, wrote applying for payment in lieu of holiday leave. He had been in the council's employ for 20 months.—Granted. <box>5 1073 140 1107</box>
